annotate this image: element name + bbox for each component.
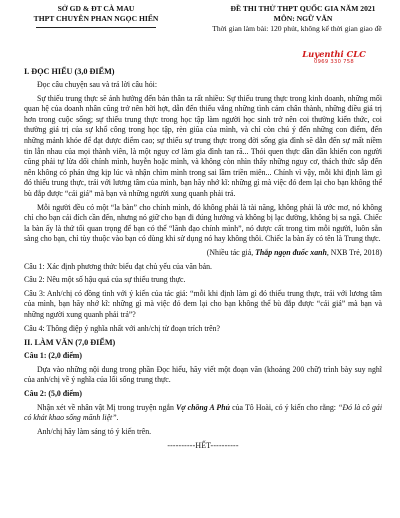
writing-question-1-text: Dựa vào những nội dung trong phần Đọc hiểu, hãy viết một đoạn văn (khoảng 200 chữ) trình bày suy nghĩ của anh/chị về ý nghĩa của lối sống trung thực. xyxy=(24,364,382,385)
reading-heading: I. ĐỌC HIỂU (3,0 ĐIỂM) xyxy=(24,67,115,76)
writing-question-2-text xyxy=(24,403,382,424)
passage-paragraph-1: Sự thiếu trung thực sẽ ảnh hưởng đến bản thân ta rất nhiều: Sự thiếu trung thực trong kinh doanh, những mối quan hệ của doanh nhân cũng trở nên hời hợt, dẫn đến thiếu vắng những tình cảm chân thành, những điều giá trị hơn trong cuộc sống; sự thiếu trung thực trong học tập làm người học sinh trở nên coi thường kiến thức, coi thường giá trị của sự khổ công trong học tập, rèn giũa của mình, và chỉ còn chú ý đến những con điểm, đến những mảnh khóe để đạt được điểm cao; sự thiếu sự trung thực trong đời sống gia đình sẽ dẫn đến sự mất niềm tin lẫn nhau của mọi thành viên, là một nguy cơ làm gia đình tan rã... Thói quen thực dần dần khiến con người cũng phải tự lừa dối chính mình, huyễn hoặc mình, và không còn nhìn thấy những nguy cơ, thách thức sắp đến nên không có phản ứng kịp lúc và nhận chìm mình trong sai lầm triền miên... Chính vì vậy, mỗi khi định làm gì đó thiếu trung thực, trái với lương tâm của mình, bạn hãy nhớ kĩ: những gì mà việc đó đem lại cho bạn không thể bù đắp được “cái giá” mà bạn và những người xung quanh phải trả. xyxy=(24,93,382,199)
header-left xyxy=(16,4,176,24)
exam-content xyxy=(24,67,382,452)
q2-prefix: Nhận xét về nhân vật Mị trong truyện ngắn xyxy=(37,402,177,412)
stamp-phone: 0969 330 758 xyxy=(314,59,354,65)
source-suffix: , NXB Trẻ, 2018) xyxy=(326,248,382,257)
q2-work-title: Vợ chồng A Phủ xyxy=(176,402,230,412)
writing-question-2-label: Câu 2: (5,0 điểm) xyxy=(24,389,82,399)
source-prefix: (Nhiều tác giả, xyxy=(206,248,256,257)
passage-paragraph-2: Mỗi người đều có một “la bàn” cho chính mình, đó không phải là tài năng, không phải là ước mơ, nó không chỉ cho bạn cái đích cần đến, nhưng nó giữ cho bạn đi đúng hướng và không bị lạc đường, không bị sa ngã. Chiếc la bàn ấy là thứ tối quan trọng để bạn có thể “lãnh đạo chính mình”, nó được cất trong tim mỗi người, luôn sẵn sàng cho bạn, chỉ tùy thuộc vào bạn có dùng khi sử dụng nó hay không thôi. Chiếc la bàn ấy có tên là Trung thực. xyxy=(24,202,382,244)
source-book: Thắp ngọn đuốc xanh xyxy=(255,248,327,257)
header-rule xyxy=(36,27,156,28)
q2-mid: của Tô Hoài, có ý kiến cho rằng: xyxy=(229,402,339,412)
reading-question-4: Câu 4: Thông điệp ý nghĩa nhất với anh/chị từ đoạn trích trên? xyxy=(24,323,221,333)
subject-title: MÔN: NGỮ VĂN xyxy=(273,14,333,23)
school-name: THPT CHUYÊN PHAN NGỌC HIỂN xyxy=(33,14,159,23)
writing-heading: II. LÀM VĂN (7,0 ĐIỂM) xyxy=(24,338,116,348)
reading-instruction: Đọc câu chuyện sau và trả lời câu hỏi: xyxy=(37,80,158,90)
writing-question-1-label: Câu 1: (2,0 điểm) xyxy=(24,351,82,361)
exam-title: ĐỀ THI THỬ THPT QUỐC GIA NĂM 2021 xyxy=(230,4,376,13)
writing-question-2-task: Anh/chị hãy làm sáng tỏ ý kiến trên. xyxy=(37,426,152,436)
end-marker: ----------HẾT---------- xyxy=(167,441,239,451)
reading-question-2: Câu 2: Nêu một số hậu quả của sự thiếu trung thực. xyxy=(24,275,186,285)
passage-source xyxy=(24,248,382,259)
luyenthi-stamp xyxy=(300,50,368,65)
reading-question-3: Câu 3: Anh/chị có đồng tình với ý kiến của tác giả: “mỗi khi định làm gì đó thiếu trung thực, trái với lương tâm của mình, bạn hãy nhớ kĩ: những gì mà việc đó đem lại cho bạn không thể bù đắp được “cái giá” mà bạn và những người xung quanh phải trả”? xyxy=(24,288,382,319)
q2-quote: “Đó là cô gái có khát khao sống mãnh liệt”. xyxy=(24,402,382,423)
department-name: SỞ GD & ĐT CÀ MAU xyxy=(57,4,135,13)
time-note: Thời gian làm bài: 120 phút, không kể thời gian giao đề xyxy=(212,24,382,33)
header-right xyxy=(212,4,388,34)
reading-question-1: Câu 1: Xác định phương thức biểu đạt chủ yếu của văn bản. xyxy=(24,261,212,271)
stamp-name: Luyenthi CLC xyxy=(302,49,366,59)
